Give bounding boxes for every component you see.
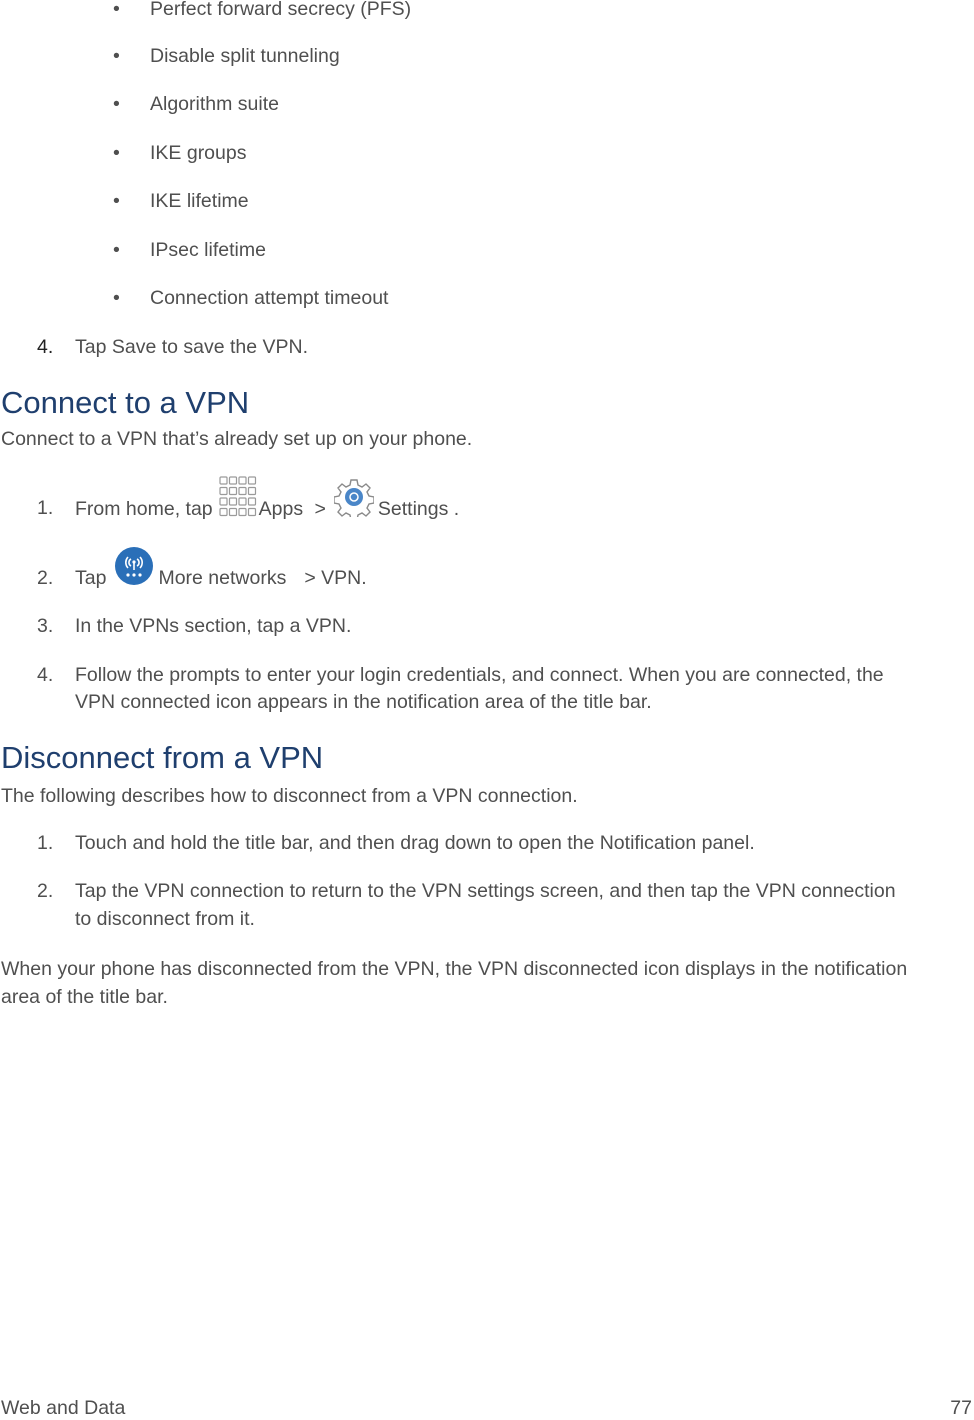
disconnect-step-2-line2: to disconnect from it. [75,908,255,930]
disconnect-outro-line1: When your phone has disconnected from the VPN, the VPN disconnected icon displays in the notification [1,958,908,980]
step-save-text: Tap Save to save the VPN. [75,336,309,358]
bullet-item-algorithm-suite: Algorithm suite [150,93,279,115]
step-2-more-networks-label: More networks [158,567,287,590]
step-1-apps-label: Apps [258,498,304,521]
bullet-item-connection-timeout: Connection attempt timeout [150,287,389,309]
step-1-separator: > [314,498,326,521]
bullet-marker: • [113,190,120,212]
bullet-marker: • [113,45,120,67]
footer-page-number: 77 [950,1397,972,1419]
disconnect-intro: The following describes how to disconnect from a VPN connection. [1,785,578,807]
bullet-item-pfs: Perfect forward secrecy (PFS) [150,0,412,20]
step-number: 3. [37,615,54,637]
bullet-marker: • [113,287,120,309]
step-2-post: > VPN. [304,567,367,590]
connect-step-1 [75,476,459,544]
step-number: 2. [37,880,54,902]
step-1-pre: From home, tap [75,498,213,521]
step-1-settings-label: Settings . [377,498,460,521]
connect-step-4-line2: VPN connected icon appears in the notification area of the title bar. [75,691,652,713]
step-number: 4. [37,664,54,686]
connect-step-4-line1: Follow the prompts to enter your login credentials, and connect. When you are connected, the [75,664,884,686]
disconnect-step-2-line1: Tap the VPN connection to return to the VPN settings screen, and then tap the VPN connection [75,880,896,902]
disconnect-step-1: Touch and hold the title bar, and then drag down to open the Notification panel. [75,832,755,854]
bullet-marker: • [113,142,120,164]
connect-heading: Connect to a VPN [1,385,250,420]
bullet-marker: • [113,239,120,261]
step-number: 1. [37,497,54,519]
settings-gear-icon [334,477,374,543]
apps-grid-icon [219,476,257,544]
bullet-item-ipsec-lifetime: IPsec lifetime [150,239,266,261]
footer-section: Web and Data [1,1397,126,1419]
connect-intro: Connect to a VPN that’s already set up on your phone. [1,428,473,450]
bullet-item-ike-lifetime: IKE lifetime [150,190,249,212]
bullet-item-split-tunneling: Disable split tunneling [150,45,340,67]
bullet-marker: • [113,0,120,20]
bullet-marker: • [113,93,120,115]
disconnect-heading: Disconnect from a VPN [1,740,324,775]
disconnect-outro-line2: area of the title bar. [1,986,168,1008]
connect-step-2 [75,546,367,612]
more-networks-icon [114,546,154,612]
step-number: 1. [37,832,54,854]
step-number: 4. [37,336,54,358]
bullet-item-ike-groups: IKE groups [150,142,247,164]
step-number: 2. [37,567,54,589]
step-2-pre: Tap [75,567,107,590]
connect-step-3: In the VPNs section, tap a VPN. [75,615,352,637]
